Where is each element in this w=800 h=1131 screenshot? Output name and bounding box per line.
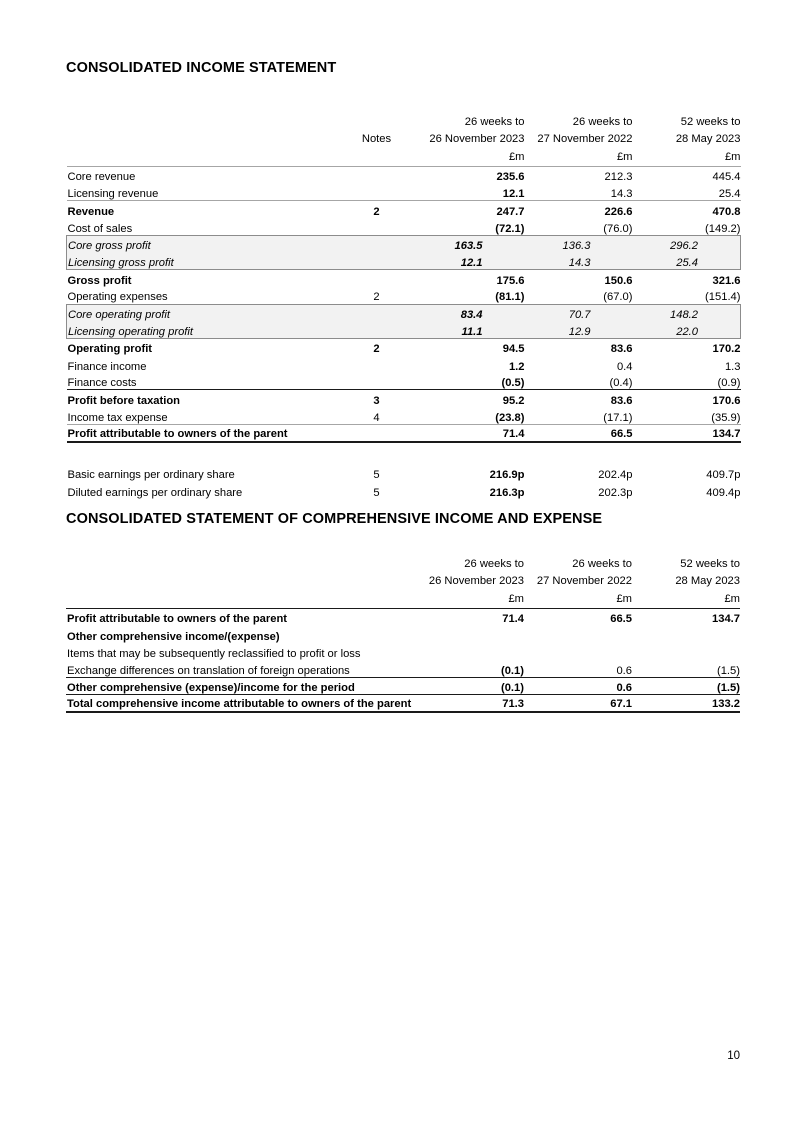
row-value-prior: (67.0) — [603, 291, 633, 304]
row-value-current: (0.1) — [500, 664, 524, 677]
row-value-prior: 0.6 — [524, 677, 632, 694]
comprehensive-income-header — [66, 554, 740, 609]
row-value-fy: 445.4 — [633, 167, 741, 184]
row-value-fy: 22.0 — [633, 321, 741, 338]
row-notes: 5 — [373, 486, 380, 499]
row-value-fy: (149.2) — [705, 222, 741, 235]
row-notes — [339, 167, 415, 184]
row-notes: 2 — [373, 291, 380, 304]
row-label: Basic earnings per ordinary share — [67, 469, 235, 482]
row-value-prior: 202.3p — [598, 486, 633, 499]
table-row — [67, 338, 741, 355]
row-value-fy: 409.4p — [706, 486, 741, 499]
table-row — [67, 201, 741, 218]
header-col2-unit: £m — [616, 150, 633, 163]
row-value-prior: (17.1) — [603, 411, 633, 424]
row-value-fy: (35.9) — [711, 411, 741, 424]
row-value-prior: (0.4) — [609, 377, 633, 390]
spacer-cell — [415, 442, 525, 465]
row-notes — [339, 218, 415, 235]
row-notes — [339, 252, 415, 269]
row-value-prior: 14.3 — [610, 188, 633, 201]
row-label: Total comprehensive income attributable to owners of the parent — [66, 694, 414, 711]
row-value-fy: 409.7p — [706, 469, 741, 482]
row-value-fy: 134.7 — [633, 424, 741, 441]
row-value-current: 71.4 — [415, 424, 525, 441]
row-value-fy: (0.9) — [717, 377, 741, 390]
row-notes — [339, 321, 415, 338]
row-value-prior — [524, 626, 632, 643]
table-row — [67, 184, 741, 201]
row-value-fy: 170.6 — [633, 390, 741, 407]
row-value-prior: 83.6 — [610, 343, 633, 356]
header-spacer — [67, 112, 339, 129]
row-value-current: 175.6 — [496, 274, 525, 287]
table-row — [67, 390, 741, 407]
header-spacer-3 — [67, 146, 339, 167]
header-notes-label: Notes — [361, 132, 392, 145]
table-row — [66, 626, 740, 643]
header-col3-line2: 28 May 2023 — [675, 574, 740, 587]
row-value-current: (72.1) — [495, 222, 525, 235]
header-col2-line2: 27 November 2022 — [537, 132, 633, 145]
row-value-current: (0.5) — [501, 377, 525, 390]
header-col2-unit: £m — [616, 592, 632, 605]
row-value-fy: 321.6 — [712, 274, 741, 287]
header-col1-line2: 26 November 2023 — [428, 574, 524, 587]
row-value-current: (81.1) — [495, 291, 525, 304]
row-notes — [339, 304, 415, 321]
row-value-prior: 0.6 — [616, 664, 632, 677]
row-label: Profit attributable to owners of the parent — [67, 424, 339, 441]
row-value-fy: (1.5) — [716, 664, 740, 677]
spacer-cell — [525, 442, 633, 465]
row-notes — [339, 270, 415, 287]
header-notes-spacer — [339, 112, 415, 129]
row-notes — [339, 184, 415, 201]
row-value-current: (23.8) — [495, 411, 525, 424]
row-value-current: 163.5 — [415, 235, 525, 252]
row-label: Core revenue — [67, 167, 339, 184]
income-statement-table — [66, 112, 741, 499]
comprehensive-income-statement-table — [66, 554, 740, 713]
header-spacer-2 — [66, 571, 414, 588]
row-label: Profit before taxation — [67, 390, 339, 407]
header-col1-unit: £m — [508, 150, 525, 163]
row-value-prior: 83.6 — [525, 390, 633, 407]
row-value-current: 94.5 — [502, 343, 525, 356]
row-value-prior: 66.5 — [524, 609, 632, 626]
row-notes: 2 — [373, 343, 380, 356]
row-value-fy: 25.4 — [718, 188, 741, 201]
row-label: Profit attributable to owners of the parent — [66, 609, 414, 626]
row-label: Revenue — [67, 201, 339, 218]
row-value-prior: 150.6 — [604, 274, 633, 287]
row-value-prior: 67.1 — [524, 694, 632, 711]
row-value-fy: 134.7 — [632, 609, 740, 626]
row-value-fy: 470.8 — [633, 201, 741, 218]
header-col1-line2: 26 November 2023 — [429, 132, 525, 145]
row-value-fy: 170.2 — [712, 343, 741, 356]
spacer-cell — [67, 442, 339, 465]
row-label: Licensing revenue — [67, 188, 159, 201]
row-label: Other comprehensive (expense)/income for the period — [66, 677, 414, 694]
table-row — [67, 356, 741, 373]
row-value-current — [414, 643, 524, 660]
table-row — [67, 373, 741, 390]
table-row-analysis — [67, 252, 741, 269]
row-value-prior: 70.7 — [525, 304, 633, 321]
header-col3-unit: £m — [724, 592, 740, 605]
row-value-current: 71.3 — [414, 694, 524, 711]
row-label: Items that may be subsequently reclassified to profit or loss — [67, 647, 361, 660]
row-label: Gross profit — [67, 274, 132, 287]
row-value-current: 95.2 — [415, 390, 525, 407]
header-col3-line1: 52 weeks to — [680, 557, 740, 570]
header-col2-line2: 27 November 2022 — [536, 574, 632, 587]
table-row — [67, 482, 741, 499]
row-value-prior: 212.3 — [525, 167, 633, 184]
row-value-prior — [524, 643, 632, 660]
header-col1-unit: £m — [508, 592, 524, 605]
row-value-current: (0.1) — [414, 677, 524, 694]
spacer-cell — [633, 442, 741, 465]
row-value-current: 235.6 — [415, 167, 525, 184]
row-label: Core operating profit — [67, 304, 339, 321]
row-label: Licensing operating profit — [67, 321, 339, 338]
row-spacer — [67, 442, 741, 465]
table-row-analysis — [67, 304, 741, 321]
row-notes: 2 — [339, 201, 415, 218]
row-value-fy: 133.2 — [632, 694, 740, 711]
row-value-prior: 226.6 — [525, 201, 633, 218]
row-value-current: 71.4 — [414, 609, 524, 626]
table-row-total — [66, 694, 740, 711]
row-value-current: 11.1 — [415, 321, 525, 338]
table-row — [67, 167, 741, 184]
row-label: Finance income — [67, 360, 147, 373]
row-value-prior: (76.0) — [603, 222, 633, 235]
row-notes — [339, 373, 415, 390]
comprehensive-income-statement-title: CONSOLIDATED STATEMENT OF COMPREHENSIVE INCOME AND EXPENSE — [66, 511, 603, 527]
row-label: Cost of sales — [67, 222, 133, 235]
row-notes: 3 — [339, 390, 415, 407]
table-row — [66, 609, 740, 626]
table-row — [67, 465, 741, 482]
row-label: Diluted earnings per ordinary share — [67, 486, 243, 499]
table-row-analysis — [67, 321, 741, 338]
table-row-analysis — [67, 235, 741, 252]
row-value-prior: 202.4p — [598, 469, 633, 482]
spacer-cell — [339, 442, 415, 465]
row-value-prior: 12.9 — [525, 321, 633, 338]
header-spacer-3 — [66, 588, 414, 609]
row-label: Income tax expense — [67, 411, 168, 424]
row-value-current: 12.1 — [415, 252, 525, 269]
table-row — [67, 287, 741, 304]
row-label: Exchange differences on translation of foreign operations — [67, 664, 350, 677]
row-notes — [339, 356, 415, 373]
table-row-total — [67, 424, 741, 441]
table-row-total — [66, 677, 740, 694]
table-row — [67, 270, 741, 287]
row-notes — [339, 424, 415, 441]
income-statement-title: CONSOLIDATED INCOME STATEMENT — [66, 60, 337, 76]
row-value-current — [414, 626, 524, 643]
header-col3-unit: £m — [724, 150, 741, 163]
header-col1-line1: 26 weeks to — [464, 557, 524, 570]
row-value-current: 216.9p — [489, 469, 525, 482]
header-col2-line1: 26 weeks to — [572, 557, 632, 570]
table-row — [67, 218, 741, 235]
row-label: Operating expenses — [67, 291, 168, 304]
table-row — [66, 643, 740, 660]
row-value-fy — [632, 643, 740, 660]
income-statement-header — [67, 112, 741, 167]
row-value-prior: 0.4 — [616, 360, 633, 373]
header-col3-line2: 28 May 2023 — [675, 132, 741, 145]
page-number: 10 — [727, 1050, 740, 1062]
row-value-fy: 148.2 — [633, 304, 741, 321]
row-label: Licensing gross profit — [67, 252, 339, 269]
row-value-fy: (1.5) — [632, 677, 740, 694]
row-value-current: 247.7 — [415, 201, 525, 218]
row-value-current: 1.2 — [508, 360, 525, 373]
header-col3-line1: 52 weeks to — [680, 115, 741, 128]
table-row — [67, 407, 741, 424]
header-spacer — [66, 554, 414, 571]
header-col2-line1: 26 weeks to — [572, 115, 633, 128]
row-value-prior: 14.3 — [525, 252, 633, 269]
table-row — [66, 660, 740, 677]
row-value-current: 216.3p — [489, 486, 525, 499]
row-value-prior: 136.3 — [525, 235, 633, 252]
row-value-current: 12.1 — [502, 188, 525, 201]
row-label: Other comprehensive income/(expense) — [67, 630, 280, 643]
header-spacer-2 — [67, 129, 339, 146]
row-label: Operating profit — [67, 343, 153, 356]
row-value-fy: 25.4 — [633, 252, 741, 269]
row-value-fy: (151.4) — [705, 291, 741, 304]
row-label: Core gross profit — [67, 235, 339, 252]
row-value-prior: 66.5 — [525, 424, 633, 441]
row-value-current: 83.4 — [415, 304, 525, 321]
header-col1-line1: 26 weeks to — [464, 115, 525, 128]
row-label: Finance costs — [67, 377, 137, 390]
row-notes: 5 — [373, 469, 380, 482]
row-notes: 4 — [373, 411, 380, 424]
row-value-fy: 1.3 — [724, 360, 741, 373]
row-notes — [339, 235, 415, 252]
row-value-fy: 296.2 — [633, 235, 741, 252]
header-notes-spacer-2 — [339, 146, 415, 167]
row-value-fy — [632, 626, 740, 643]
